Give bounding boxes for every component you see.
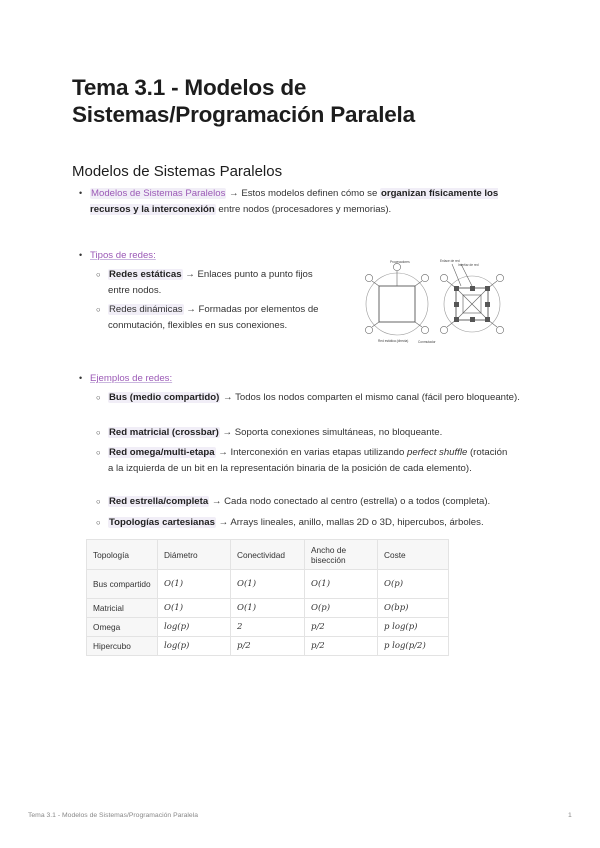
table-row: Matricial O(1) O(1) O(p) O(bp) (87, 599, 449, 618)
diagram-label: Enlace de red (440, 259, 460, 263)
list-item: ○ Redes estáticas → Enlaces punto a punto fijos entre nodos. (96, 269, 313, 296)
circle-bullet-icon: ○ (96, 305, 101, 314)
list-item: ○ Red omega/multi-etapa → Interconexión en varias etapas utilizando perfect shuffle (rotación a la izquierda de un bit en la representación binaria de la posición de cada elemento). (96, 447, 508, 474)
ejemplos-heading: • Ejemplos de redes: (90, 371, 290, 387)
diagram-label: Procesadores (390, 260, 410, 264)
section-heading: Modelos de Sistemas Paralelos (72, 163, 283, 180)
list-item: ○ Red matricial (crossbar) → Soporta conexiones simultáneas, no bloqueante. (108, 425, 528, 441)
circle-bullet-icon: ○ (96, 448, 101, 457)
intro-paragraph (79, 186, 530, 217)
page-number: 1 (568, 812, 572, 819)
table-header: Conectividad (231, 540, 305, 570)
list-item: ○ Bus (medio compartido) → Todos los nodos comparten el mismo canal (fácil pero bloqueante). (108, 390, 528, 406)
page-title: Tema 3.1 - Modelos de Sistemas/Programación Paralela (72, 75, 415, 127)
table-row: Bus compartido O(1) O(1) O(1) O(p) (87, 570, 449, 599)
topology-table (86, 539, 449, 656)
table-row: Hipercubo log(p) p/2 p/2 p log(p/2) (87, 637, 449, 656)
diagram-label: Interfaz de red (458, 263, 479, 267)
intro-arrow-text: → Estos modelos definen cómo se (226, 188, 380, 199)
bullet-icon: • (79, 250, 83, 260)
circle-bullet-icon: ○ (96, 518, 101, 527)
table-header: Ancho de bisección (305, 540, 378, 570)
network-diagram (360, 258, 510, 348)
list-item: ○ Topologías cartesianas → Arrays lineales, anillo, mallas 2D o 3D, hipercubos, árboles. (108, 515, 528, 531)
circle-bullet-icon: ○ (96, 270, 101, 279)
circle-bullet-icon: ○ (96, 497, 101, 506)
bullet-icon: • (79, 373, 83, 383)
table-header-row (87, 540, 449, 570)
intro-term: Modelos de Sistemas Paralelos (91, 188, 226, 199)
tipos-heading: • Tipos de redes: (90, 248, 290, 264)
circle-bullet-icon: ○ (96, 393, 101, 402)
table-row: Omega log(p) 2 p/2 p log(p) (87, 618, 449, 637)
diagram-label: Red estática (directa) (378, 339, 409, 343)
page-footer: Tema 3.1 - Modelos de Sistemas/Programación Paralela (28, 812, 199, 819)
table-header: Topología (87, 540, 158, 570)
intro-rest: entre nodos (procesadores y memorias). (215, 203, 392, 215)
circle-bullet-icon: ○ (96, 428, 101, 437)
bullet-icon: • (79, 188, 83, 198)
intro-bold: organizan físicamente los recursos y la interconexión (90, 188, 499, 215)
list-item: ○ Red estrella/completa → Cada nodo conectado al centro (estrella) o a todos (completa). (108, 494, 528, 510)
table-header: Coste (378, 540, 449, 570)
diagram-label: Conmutador (418, 340, 436, 344)
table-header: Diámetro (158, 540, 231, 570)
list-item: ○ Redes dinámicas → Formadas por elementos de conmutación, flexibles en sus conexiones. (96, 304, 319, 331)
